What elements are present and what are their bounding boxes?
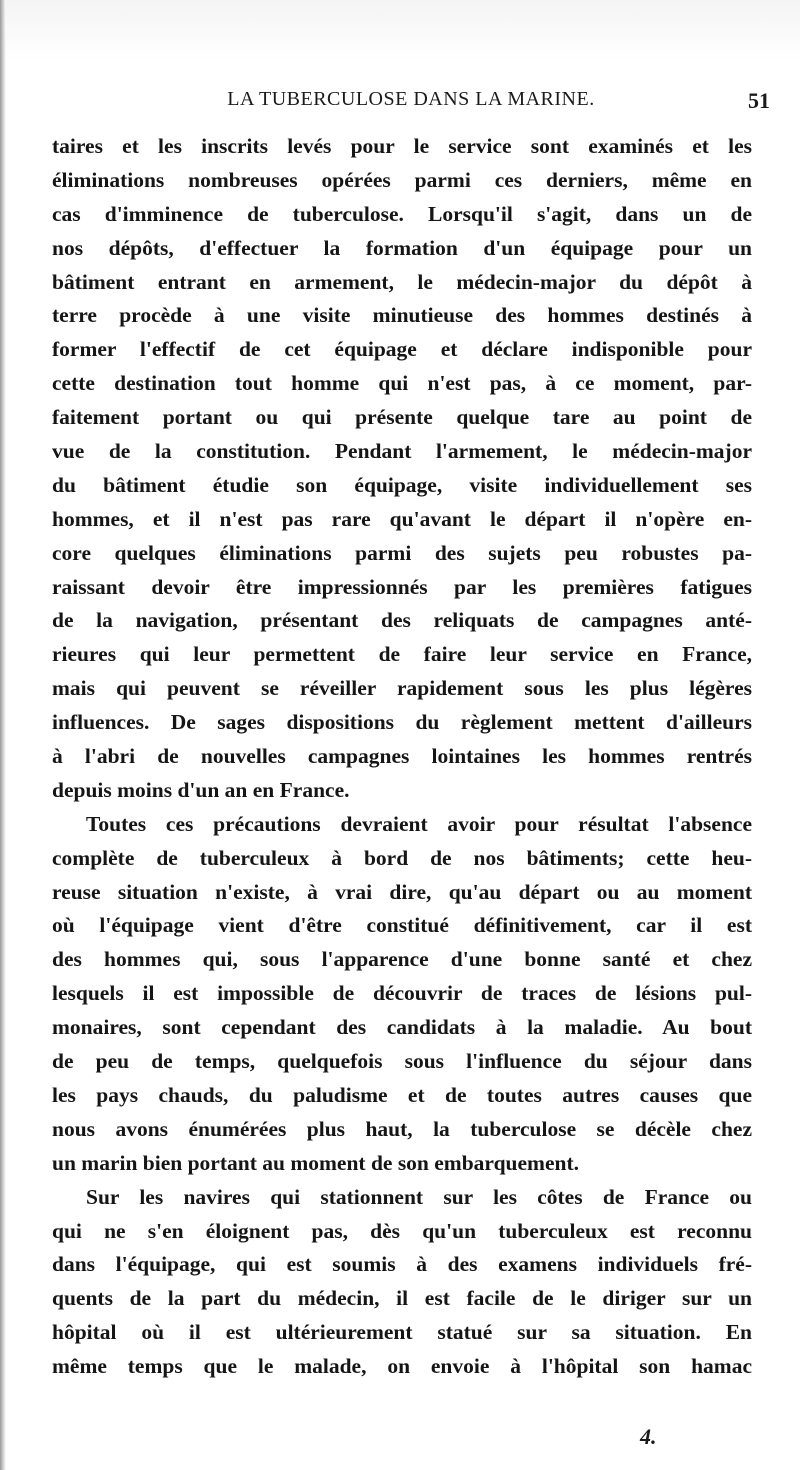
text-line: vue de la constitution. Pendant l'armement, le médecin-major — [52, 439, 752, 464]
text-line: quents de la part du médecin, il est facile de le diriger sur un — [52, 1286, 752, 1311]
text-line: Sur les navires qui stationnent sur les côtes de France ou — [86, 1184, 752, 1209]
text-line: cas d'imminence de tuberculose. Lorsqu'il s'agit, dans un de — [52, 201, 752, 226]
body-text — [52, 130, 752, 1384]
text-line: un marin bien portant au moment de son embarquement. — [52, 1150, 579, 1175]
text-line: de la navigation, présentant des reliquats de campagnes anté- — [52, 608, 752, 633]
text-line: où l'équipage vient d'être constitué définitivement, car il est — [52, 913, 752, 938]
paragraph-2 — [52, 808, 752, 1181]
text-line: faitement portant ou qui présente quelque tare au point de — [52, 405, 752, 430]
text-line: hommes, et il n'est pas rare qu'avant le départ il n'opère en- — [52, 506, 752, 531]
text-line: influences. De sages dispositions du règlement mettent d'ailleurs — [52, 710, 752, 735]
running-head — [52, 88, 770, 118]
running-title: LA TUBERCULOSE DANS LA MARINE. — [227, 88, 595, 110]
text-line: à l'abri de nouvelles campagnes lointaines les hommes rentrés — [52, 744, 752, 769]
text-line: monaires, sont cependant des candidats à la maladie. Au bout — [52, 1015, 752, 1040]
text-line: du bâtiment étudie son équipage, visite individuellement ses — [52, 472, 752, 497]
text-line: les pays chauds, du paludisme et de toutes autres causes que — [52, 1082, 752, 1107]
text-line: raissant devoir être impressionnés par les premières fatigues — [52, 574, 752, 599]
text-line: éliminations nombreuses opérées parmi ces derniers, même en — [52, 167, 752, 192]
text-line: terre procède à une visite minutieuse des hommes destinés à — [52, 303, 752, 328]
text-line: des hommes qui, sous l'apparence d'une bonne santé et chez — [52, 947, 752, 972]
signature-mark: 4. — [640, 1424, 657, 1449]
text-line: nous avons énumérées plus haut, la tuberculose se décèle chez — [52, 1116, 752, 1141]
text-line: taires et les inscrits levés pour le service sont examinés et les — [52, 134, 752, 158]
text-line: lesquels il est impossible de découvrir de traces de lésions pul- — [52, 981, 752, 1006]
text-line: Toutes ces précautions devraient avoir pour résultat l'absence — [86, 811, 752, 836]
paragraph-3 — [52, 1181, 752, 1384]
text-line: dans l'équipage, qui est soumis à des examens individuels fré- — [52, 1252, 752, 1277]
text-line: depuis moins d'un an en France. — [52, 777, 350, 802]
text-line: rieures qui leur permettent de faire leur service en France, — [52, 642, 752, 667]
text-line: reuse situation n'existe, à vrai dire, qu'au départ ou au moment — [52, 879, 752, 904]
text-line: core quelques éliminations parmi des sujets peu robustes pa- — [52, 540, 752, 565]
text-line: qui ne s'en éloignent pas, dès qu'un tuberculeux est reconnu — [52, 1218, 752, 1243]
paragraph-1 — [52, 130, 752, 808]
text-line: hôpital où il est ultérieurement statué sur sa situation. En — [52, 1320, 752, 1345]
text-line: même temps que le malade, on envoie à l'hôpital son hamac — [52, 1354, 752, 1379]
text-line: de peu de temps, quelquefois sous l'influence du séjour dans — [52, 1049, 752, 1074]
text-line: cette destination tout homme qui n'est pas, à ce moment, par- — [52, 371, 752, 396]
text-line: nos dépôts, d'effectuer la formation d'un équipage pour un — [52, 235, 752, 260]
binding-edge — [0, 0, 6, 1470]
page-number: 51 — [748, 88, 770, 113]
text-line: complète de tuberculeux à bord de nos bâtiments; cette heu- — [52, 845, 752, 870]
text-line: former l'effectif de cet équipage et déclare indisponible pour — [52, 337, 752, 362]
text-line: bâtiment entrant en armement, le médecin-major du dépôt à — [52, 269, 752, 294]
text-line: mais qui peuvent se réveiller rapidement sous les plus légères — [52, 676, 752, 701]
